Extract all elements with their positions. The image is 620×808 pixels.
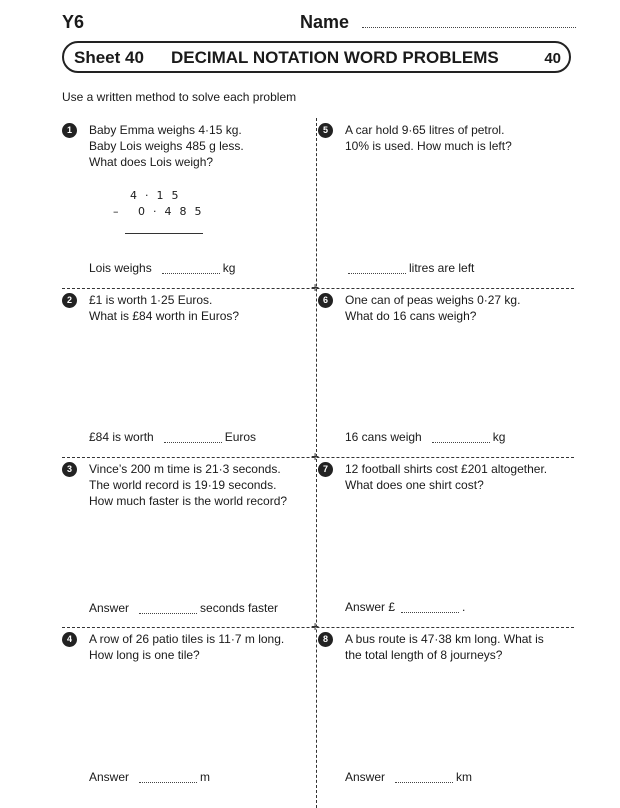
answer-suffix: . bbox=[462, 600, 466, 614]
question-line: 12 football shirts cost £201 altogether. bbox=[345, 462, 548, 476]
question-number-badge: 2 bbox=[62, 293, 77, 308]
answer-prefix: Answer bbox=[345, 770, 386, 784]
sheet-number: 40 bbox=[544, 50, 561, 67]
answer-suffix: seconds faster bbox=[200, 601, 279, 615]
question-line: Vince’s 200 m time is 21·3 seconds. bbox=[89, 462, 281, 476]
question-number-badge: 7 bbox=[318, 462, 333, 477]
instructions: Use a written method to solve each problem bbox=[62, 90, 297, 104]
answer-line-8 bbox=[345, 770, 472, 784]
answer-blank[interactable] bbox=[395, 782, 453, 783]
answer-prefix: Answer bbox=[89, 770, 130, 784]
question-line: 10% is used. How much is left? bbox=[345, 139, 512, 153]
answer-suffix: kg bbox=[492, 430, 506, 444]
answer-blank[interactable] bbox=[348, 273, 406, 274]
answer-line-3 bbox=[89, 601, 278, 615]
question-number-badge: 8 bbox=[318, 632, 333, 647]
divider-cross: + bbox=[311, 448, 320, 464]
answer-prefix: Answer £ bbox=[345, 600, 396, 614]
question-number-badge: 4 bbox=[62, 632, 77, 647]
answer-line-4 bbox=[89, 770, 210, 784]
answer-blank[interactable] bbox=[401, 612, 459, 613]
answer-line-7 bbox=[345, 600, 465, 614]
question-line: What does Lois weigh? bbox=[89, 155, 214, 169]
answer-suffix: Euros bbox=[224, 430, 257, 444]
answer-suffix: litres are left bbox=[409, 261, 475, 275]
question-line: £1 is worth 1·25 Euros. bbox=[89, 293, 213, 307]
question-line: How long is one tile? bbox=[89, 648, 200, 662]
question-number-badge: 6 bbox=[318, 293, 333, 308]
calc-rule bbox=[125, 233, 203, 234]
page-title: DECIMAL NOTATION WORD PROBLEMS bbox=[171, 48, 499, 67]
worked-subtraction bbox=[113, 188, 210, 220]
answer-blank[interactable] bbox=[432, 442, 490, 443]
answer-line-1 bbox=[89, 261, 235, 275]
question-line: A row of 26 patio tiles is 11·7 m long. bbox=[89, 632, 285, 646]
calc-line-1: 4·15 bbox=[130, 189, 187, 202]
answer-prefix: 16 cans weigh bbox=[345, 430, 422, 444]
answer-prefix: Answer bbox=[89, 601, 130, 615]
question-line: A car hold 9·65 litres of petrol. bbox=[345, 123, 505, 137]
answer-prefix: £84 is worth bbox=[89, 430, 154, 444]
question-line: How much faster is the world record? bbox=[89, 494, 288, 508]
answer-suffix: m bbox=[200, 770, 211, 784]
question-line: What do 16 cans weigh? bbox=[345, 309, 477, 323]
answer-line-5 bbox=[338, 261, 474, 275]
answer-suffix: kg bbox=[222, 261, 236, 275]
answer-blank[interactable] bbox=[164, 442, 222, 443]
calc-line-2: – 0·485 bbox=[113, 205, 210, 218]
sheet-title-banner bbox=[62, 41, 571, 73]
answer-blank[interactable] bbox=[139, 613, 197, 614]
year-label: Y6 bbox=[62, 12, 85, 32]
answer-line-2 bbox=[89, 430, 256, 444]
answer-line-6 bbox=[345, 430, 505, 444]
divider-cross: + bbox=[311, 279, 320, 295]
question-line: What is £84 worth in Euros? bbox=[89, 309, 240, 323]
question-line: Baby Lois weighs 485 g less. bbox=[89, 139, 244, 153]
answer-prefix: Lois weighs bbox=[89, 261, 152, 275]
question-line: One can of peas weighs 0·27 kg. bbox=[345, 293, 521, 307]
question-line: What does one shirt cost? bbox=[345, 478, 484, 492]
answer-suffix: km bbox=[456, 770, 473, 784]
question-line: the total length of 8 journeys? bbox=[345, 648, 503, 662]
question-number-badge: 1 bbox=[62, 123, 77, 138]
answer-blank[interactable] bbox=[162, 273, 220, 274]
question-line: The world record is 19·19 seconds. bbox=[89, 478, 277, 492]
question-number-badge: 3 bbox=[62, 462, 77, 477]
name-label: Name bbox=[300, 12, 350, 32]
divider-cross: + bbox=[311, 618, 320, 634]
question-line: A bus route is 47·38 km long. What is bbox=[345, 632, 544, 646]
question-line: Baby Emma weighs 4·15 kg. bbox=[89, 123, 242, 137]
name-write-line[interactable] bbox=[362, 27, 576, 28]
answer-blank[interactable] bbox=[139, 782, 197, 783]
question-number-badge: 5 bbox=[318, 123, 333, 138]
sheet-label: Sheet 40 bbox=[74, 48, 144, 67]
